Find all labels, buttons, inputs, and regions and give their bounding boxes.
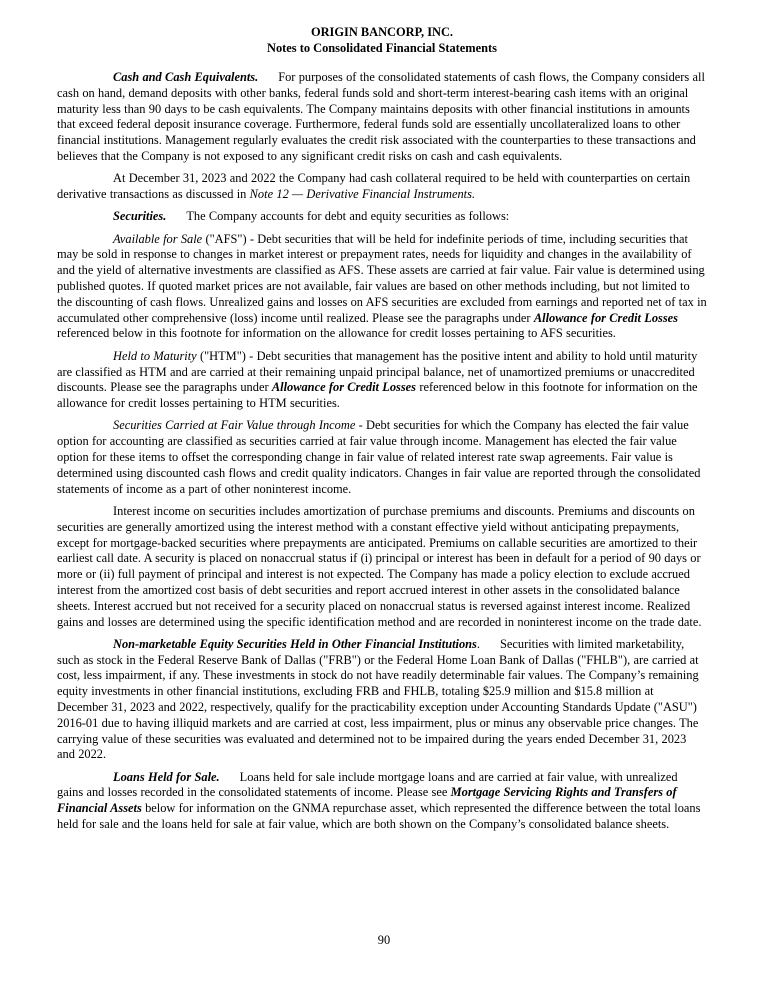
text-run: At December 31, 2023 and 2022 the Company had cash collateral required to be held with counterparties on certain derivative transactions as discussed in <box>57 171 691 202</box>
company-title: ORIGIN BANCORP, INC. <box>310 25 454 39</box>
text-run: referenced below in this footnote for information on the allowance for credit losses pertaining to AFS securities. <box>57 326 616 341</box>
text-run: - Debt securities for which the Company has elected the fair value option for accounting are classified as securities carried at fair value through income. Management has elected the fair value option for these items to offset the corresponding change in fair value of related interest rate swap agreements. Fair value is determined using discounted cash flows and credit quality indicators. Changes in fair value are reported through the consolidated statements of income as a part of other noninterest income. <box>57 418 701 496</box>
document-header <box>57 24 707 56</box>
text-run: . <box>476 636 480 651</box>
text-run: Securities. <box>113 209 167 224</box>
text-run: Interest income on securities includes amortization of purchase premiums and discounts. Premiums and discounts on securities are generally amortized using the interest method with a constant effective yield without anticipating prepayments, except for mortgage-backed securities where prepayments are anticipated. Premiums on callable securities are amortized to their earliest call date. A security is placed on nonaccrual status if (i) principal or interest has been in default for a period of 90 days or more or (ii) full payment of principal and interest is not expected. The Company has made a policy election to exclude accrued interest from the amortized cost basis of debt securities and report accrued interest in other assets in the consolidated balance sheets. Interest accrued but not received for a security placed on nonaccrual status is reversed against interest income. Realized gains and losses are determined using the specific identification method and are recorded in noninterest income on the trade date. <box>57 503 702 629</box>
document-subtitle: Notes to Consolidated Financial Statements <box>267 41 497 55</box>
document-body <box>57 70 707 833</box>
text-run: referenced below in this footnote for information on the allowance for credit losses pertaining to HTM securities. <box>57 380 698 411</box>
text-run: Cash and Cash Equivalents. <box>113 70 259 84</box>
para-securities-intro <box>57 209 707 225</box>
text-run: below for information on the GNMA repurchase asset, which represented the difference between the total loans held for sale and the loans held for sale at fair value, which are both shown on the Company’s consolidated balance sheets. <box>57 801 701 832</box>
page-number: 90 <box>377 933 391 947</box>
text-run: ("HTM") - Debt securities that management has the positive intent and ability to hold until maturity are classified as HTM and are carried at their remaining unpaid principal balance, net of unamortized premiums or unaccredited discounts. Please see the paragraphs under <box>57 348 698 395</box>
text-run: Mortgage Servicing Rights and Transfers of Financial Assets <box>57 785 677 816</box>
para-interest-income <box>57 504 707 630</box>
para-held-to-maturity <box>57 349 707 412</box>
text-run: Allowance for Credit Losses <box>271 380 417 395</box>
para-securities-fair-value-through-income <box>57 418 707 497</box>
para-non-marketable-equity-securities <box>57 637 707 763</box>
text-run: Available for Sale <box>113 231 203 246</box>
text-run: Allowance for Credit Losses <box>533 310 678 325</box>
para-cash-and-cash-equivalents <box>57 70 707 165</box>
text-run: ("AFS") - Debt securities that will be held for indefinite periods of time, including securities that may be sold in response to changes in market interest or prepayment rates, needs for liquidity and changes in the availability of and the yield of alternative investments are classified as AFS. These assets are carried at fair value. Fair value is determined using published quotes. If quoted market prices are not available, fair values are based on other methods including, but not limited to the discounting of cash flows. Unrealized gains and losses on AFS securities are excluded from earnings and reported net of tax in accumulated other comprehensive (loss) income until realized. Please see the paragraphs under <box>57 231 707 325</box>
text-run: Held to Maturity <box>113 348 197 363</box>
para-available-for-sale <box>57 232 707 343</box>
text-run: For purposes of the consolidated statements of cash flows, the Company considers all cash on hand, demand deposits with other banks, federal funds sold and short-term interest-bearing cash items with an original maturity less than 90 days to be cash equivalents. The Company maintains deposits with other financial institutions in amounts that exceed federal deposit insurance coverage. Furthermore, federal funds sold are essentially uncollateralized loans to other financial institutions. Management regularly evaluates the credit risk associated with the counterparties to these transactions and believes that the Company is not exposed to any significant credit risks on cash and cash equivalents. <box>57 70 705 163</box>
page-footer <box>0 933 768 949</box>
text-run: Securities with limited marketability, such as stock in the Federal Reserve Bank of Dallas ("FRB") or the Federal Home Loan Bank of Dallas ("FHLB"), are carried at cost, less impairment, if any. These investments in stock do not have readily determinable fair values. The Company’s remaining equity investments in other financial institutions, excluding FRB and FHLB, totaling $25.9 million and $15.8 million at December 31, 2023 and 2022, respectively, qualify for the practicability exception under Accounting Standards Update ("ASU") 2016-01 due to having illiquid markets and are carried at cost, less impairment, plus or minus any observable price changes. The carrying value of these securities was evaluated and determined not to be impaired during the years ended December 31, 2023 and 2022. <box>57 636 699 762</box>
text-run: Loans held for sale include mortgage loans and are carried at fair value, with unrealized gains and losses recorded in the consolidated statements of income. Please see <box>57 769 678 800</box>
para-loans-held-for-sale <box>57 770 707 833</box>
para-cash-collateral <box>57 171 707 203</box>
text-run: Non-marketable Equity Securities Held in Other Financial Institutions <box>113 636 477 651</box>
text-run: Note 12 — Derivative Financial Instruments. <box>249 187 476 202</box>
text-run: Loans Held for Sale. <box>113 769 220 784</box>
text-run: Securities Carried at Fair Value through Income <box>113 418 356 433</box>
text-run: The Company accounts for debt and equity securities as follows: <box>186 209 510 224</box>
